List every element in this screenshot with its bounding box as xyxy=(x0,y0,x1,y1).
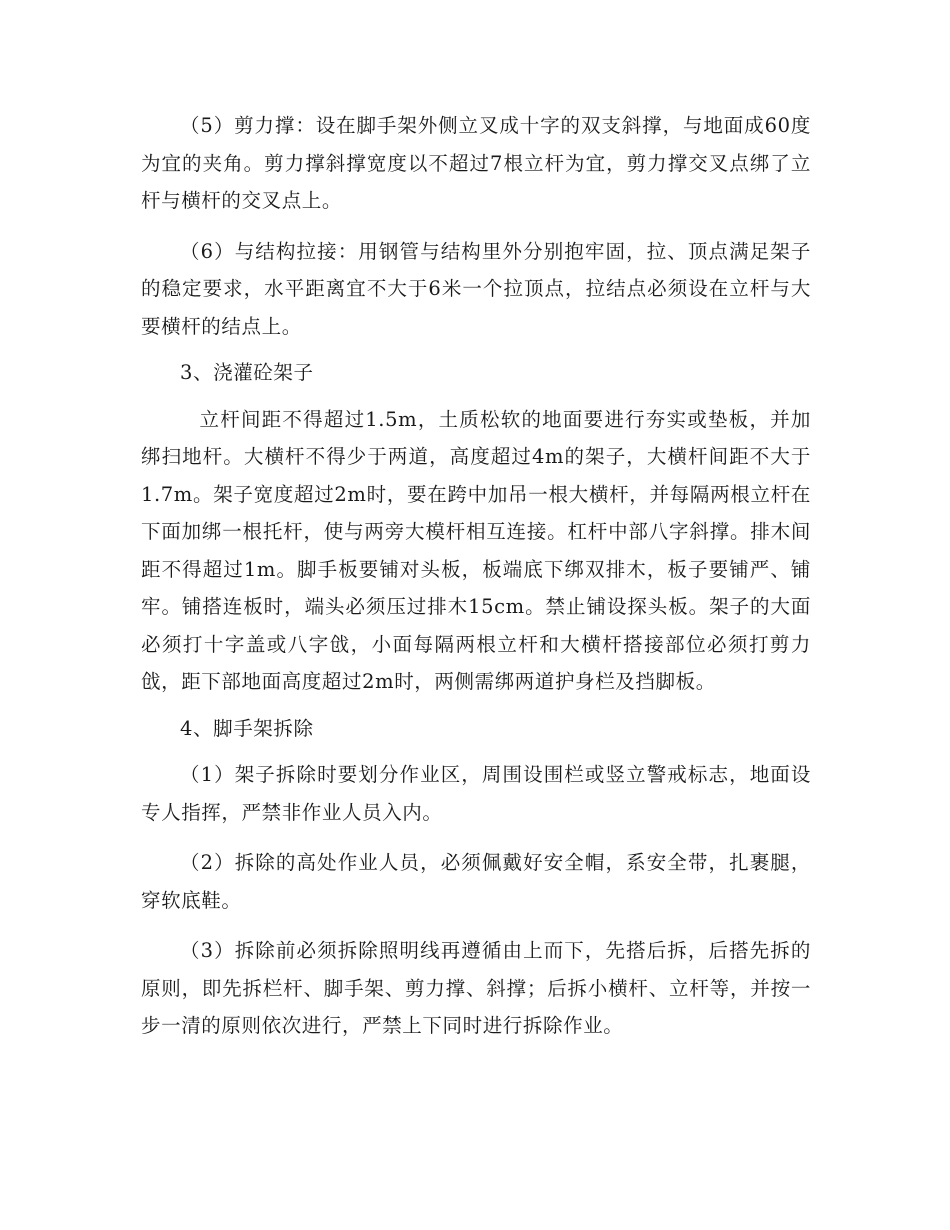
paragraph-removal-order: （3）拆除前必须拆除照明线再遵循由上而下，先搭后拆，后搭先拆的原则，即先拆栏杆、脚手架、剪力撑、斜撑；后拆小横杆、立杆等，并按一步一清的原则依次进行，严禁上下同时进行拆除作业。 xyxy=(141,939,811,1037)
paragraph-removal-personnel: （2）拆除的高处作业人员，必须佩戴好安全帽，系安全带，扎裹腿，穿软底鞋。 xyxy=(141,851,811,912)
paragraph-structure-tie: （6）与结构拉接：用钢管与结构里外分别抱牢固，拉、顶点满足架子的稳定要求，水平距离宜不大于6米一个拉顶点，拉结点必须设在立杆与大要横杆的结点上。 xyxy=(141,239,811,338)
paragraph-shear-brace: （5）剪力撑：设在脚手架外侧立叉成十字的双支斜撑，与地面成60度为宜的夹角。剪力撑斜撑宽度以不超过7根立杆为宜，剪力撑交叉点绑了立杆与横杆的交叉点上。 xyxy=(141,114,811,212)
paragraph-concrete-scaffold: 立杆间距不得超过1.5m，土质松软的地面要进行夯实或垫板，并加绑扫地杆。大横杆不得少于两道，高度超过4m的架子，大横杆间距不大于1.7m。架子宽度超过2m时，要在跨中加吊一根大横杆，并每隔两根立杆在下面加绑一根托杆，使与两旁大模杆相互连接。杠杆中部八字斜撑。排木间距不得超过1m。脚手板要铺对头板，板端底下绑双排木，板子要铺严、铺牢。铺搭连板时，端头必须压过排木15cm。禁止铺设探头板。架子的大面必须打十字盖或八字戗，小面每隔两根立杆和大横杆搭接部位必须打剪力戗，距下部地面高度超过2m时，两侧需绑两道护身栏及挡脚板。 xyxy=(141,407,811,693)
section-heading-concrete-scaffold: 3、浇灌砼架子 xyxy=(180,361,314,384)
paragraph-removal-zone: （1）架子拆除时要划分作业区，周围设围栏或竖立警戒标志，地面设专人指挥，严禁非作业人员入内。 xyxy=(141,763,811,824)
document-page xyxy=(141,107,811,1045)
section-heading-scaffold-removal: 4、脚手架拆除 xyxy=(180,716,314,740)
